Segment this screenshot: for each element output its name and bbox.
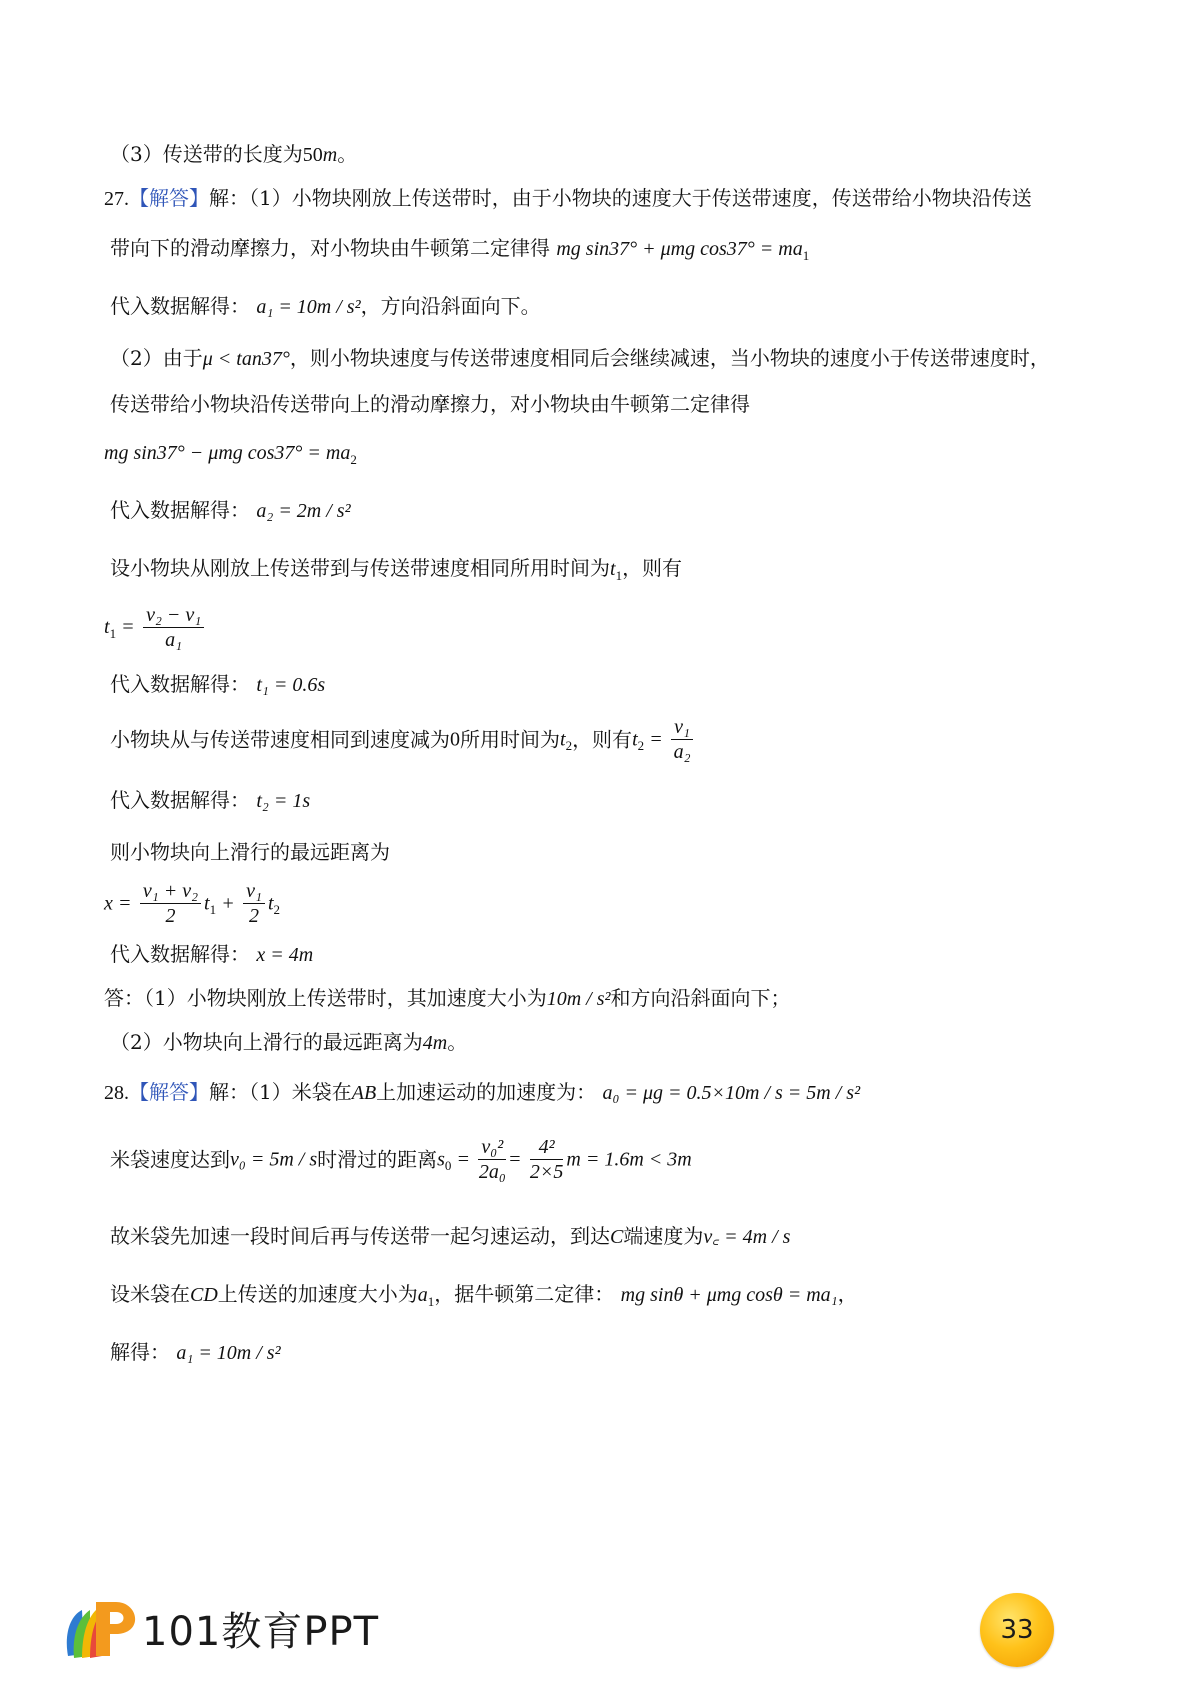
text: 上传送的加速度大小为 — [217, 1282, 418, 1306]
text: 小物块从与传送带速度相同到速度减为 — [110, 727, 450, 752]
equation: a₁ = 10m / s² — [256, 296, 361, 318]
equation: t₁ = 0.6s — [256, 674, 326, 696]
answer-part3-line — [110, 140, 1111, 169]
q27-fraction-x: x = $\frac{\text{v₁ + v₂}}{2}$ $t_1$ + $\frac{\text{v₁}}{2}$ $t_2$ — [104, 880, 281, 927]
text: 设米袋在 — [110, 1282, 190, 1306]
label: C — [610, 1226, 624, 1248]
equation: 4m — [422, 1032, 448, 1054]
q27-answer-2 — [110, 1028, 1111, 1057]
q27-line-11 — [110, 838, 1111, 866]
text: 传送带给小物块沿传送带向上的滑动摩擦力，对小物块由牛顿第二定律得 — [110, 392, 750, 416]
equation: mg sinθ + μmg cosθ = ma₁ — [620, 1284, 838, 1306]
value: 50 — [302, 144, 323, 166]
unit: m — [322, 144, 338, 166]
text: ，方向沿斜面向下。 — [360, 294, 541, 318]
q27-line-6 — [110, 496, 1111, 525]
q27-line-4 — [110, 344, 1111, 373]
fraction: $\frac{\text{v₁}}{2}$ — [243, 880, 265, 927]
equation: μ < tan37° — [202, 348, 290, 370]
q27-line-12 — [110, 940, 1111, 969]
fraction: $\frac{\text{v₂ − v₁}}{\text{a₁}}$ — [143, 604, 204, 651]
text: 所用时间为 — [460, 727, 560, 752]
text: （2）由于 — [110, 346, 203, 370]
text: （3）传送带的长度为 — [110, 142, 303, 166]
text: 解得： — [110, 1340, 170, 1364]
q27-line-8 — [110, 670, 1111, 699]
text: 解：（1）米袋在 — [209, 1080, 352, 1104]
text: 端速度为 — [623, 1224, 704, 1248]
logo-text: 101教育PPT — [142, 1609, 380, 1655]
q28-header-line — [104, 1078, 1111, 1107]
q27-line-3 — [110, 292, 1111, 321]
text: 。 — [337, 142, 358, 166]
page-number-badge: 33 — [980, 1593, 1054, 1667]
q28-line-2: 米袋速度达到v₀ = 5m / s时滑过的距离$s_0$ = $\frac{\text{v₀²}}{\text{2a₀}}$ = $\frac{\text{4²}}{2\times 5}$ m = 1.6m < 3m — [110, 1136, 692, 1183]
q27-answer-1 — [104, 984, 1111, 1013]
equation: a₁ = 10m / s² — [176, 1342, 281, 1364]
text: 米袋速度达到 — [110, 1147, 230, 1172]
text: （2）小物块向上滑行的最远距离为 — [110, 1030, 423, 1054]
text: 代入数据解得： — [110, 942, 250, 966]
fraction: $\frac{\text{v₁}}{\text{a₂}}$ — [671, 716, 693, 763]
equation: v꜀ = 4m / s — [703, 1226, 791, 1248]
text: ，则小物块速度与传送带速度相同后会继续减速，当小物块的速度小于传送带速度时， — [289, 346, 1050, 370]
equation: v₀ = 5m / s — [230, 1148, 318, 1171]
fraction: $\frac{\text{v₁ + v₂}}{2}$ — [140, 880, 201, 927]
equation: a₂ = 2m / s² — [256, 500, 351, 522]
equation: m = 1.6m < 3m — [566, 1148, 692, 1171]
fraction: $\frac{\text{4²}}{2\times 5}$ — [529, 1136, 564, 1183]
q27-line-10 — [110, 786, 1111, 815]
q28-line-4: 设米袋在CD上传送的加速度大小为$a_1$，据牛顿第二定律： mg sinθ + μmg cosθ = ma₁， — [110, 1282, 858, 1309]
text: 答：（1）小物块刚放上传送带时，其加速度大小为 — [104, 986, 547, 1010]
text: 故米袋先加速一段时间后再与传送带一起匀速运动，到达 — [110, 1224, 610, 1248]
text: ，据牛顿第二定律： — [434, 1282, 615, 1306]
equation: mg sin37° − μmg cos37° = ma — [104, 442, 351, 464]
equation: mg sin37° + μmg cos37° = ma — [556, 238, 803, 260]
text: 上加速运动的加速度为： — [376, 1080, 597, 1104]
text: 解：（1）小物块刚放上传送带时，由于小物块的速度大于传送带速度，传送带给小物块沿传送 — [209, 186, 1032, 210]
text: 则小物块向上滑行的最远距离为 — [110, 840, 390, 864]
question-number: 27. — [104, 188, 129, 210]
equation: x = 4m — [256, 944, 314, 966]
text: 带向下的滑动摩擦力，对小物块由牛顿第二定律得 — [110, 236, 550, 260]
question-number: 28. — [104, 1082, 129, 1104]
text: 代入数据解得： — [110, 788, 250, 812]
text: 。 — [447, 1030, 468, 1054]
answer-tag: 【解答】 — [129, 1080, 209, 1104]
label: CD — [190, 1284, 218, 1306]
q27-line-5 — [110, 390, 1111, 418]
equation: a₀ = μg = 0.5×10m / s = 5m / s² — [602, 1082, 861, 1104]
q28-line-5 — [110, 1338, 1111, 1367]
q27-line-7: 设小物块从刚放上传送带到与传送带速度相同所用时间为$t_1$，则有 — [110, 556, 683, 583]
q27-line-2: 带向下的滑动摩擦力，对小物块由牛顿第二定律得 mg sin37° + μmg $\cos 37^\circ = ma_1$ — [110, 236, 810, 263]
text: 和方向沿斜面向下； — [610, 986, 791, 1010]
q27-header-line — [104, 184, 1111, 213]
text: 代入数据解得： — [110, 498, 250, 522]
equation: t₂ = 1s — [256, 790, 311, 812]
text: 设小物块从刚放上传送带到与传送带速度相同所用时间为 — [110, 556, 610, 580]
text: ，则有 — [622, 556, 683, 580]
label: AB — [351, 1082, 377, 1104]
fraction: $\frac{\text{v₀²}}{\text{2a₀}}$ — [478, 1136, 506, 1183]
text: 时滑过的距离 — [317, 1147, 438, 1172]
text: 代入数据解得： — [110, 672, 250, 696]
text: ，则有 — [572, 727, 633, 752]
answer-tag: 【解答】 — [129, 186, 209, 210]
text: ， — [837, 1282, 858, 1306]
q28-line-3 — [110, 1222, 1111, 1251]
q27-eq-line: mg sin37° − μmg $\cos 37^\circ = ma_2$ — [104, 442, 357, 467]
equation: 10m / s² — [546, 988, 611, 1010]
q27-line-9: 小物块从与传送带速度相同到速度减为0所用时间为$t_2$，则有$t_2$ = $\frac{\text{v₁}}{\text{a₂}}$ — [110, 716, 1111, 763]
text: 代入数据解得： — [110, 294, 250, 318]
q27-fraction-t1: $t_1$ = $\frac{\text{v₂ − v₁}}{\text{a₁}}$ — [104, 604, 1111, 651]
